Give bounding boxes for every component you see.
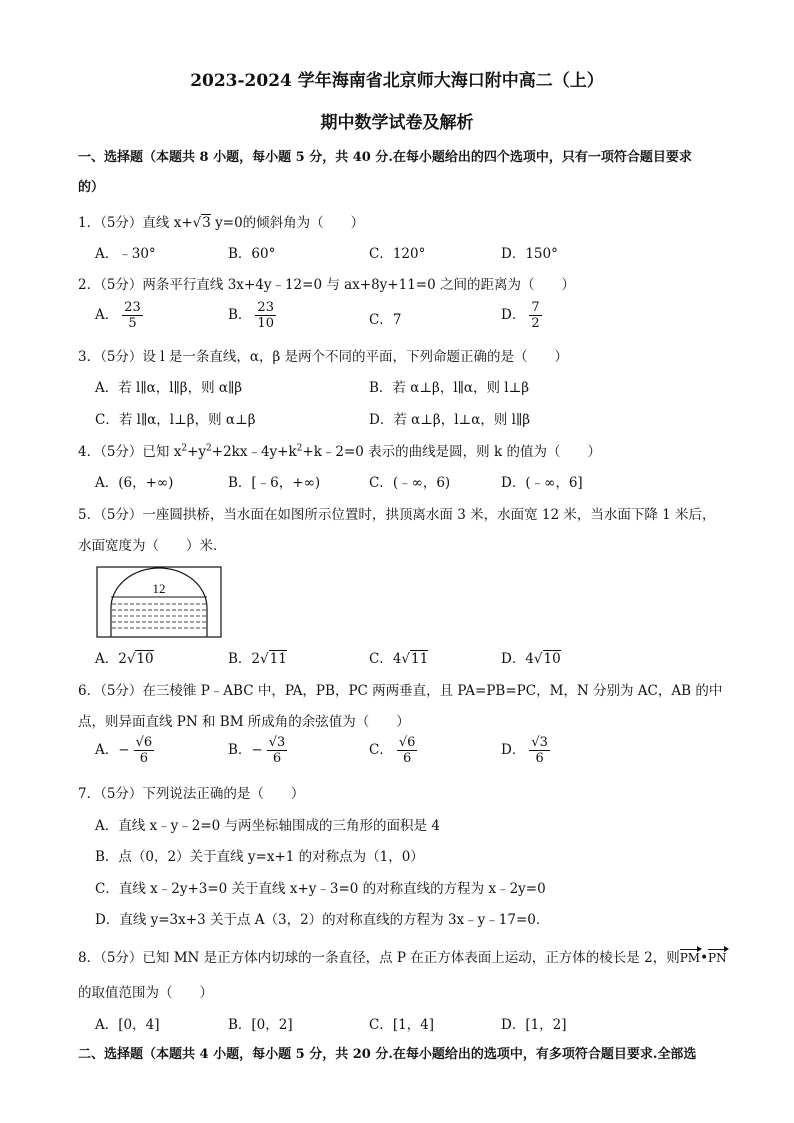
arch-bridge-figure: [96, 566, 222, 638]
question-1-options: [95, 242, 735, 270]
question-6-options: [95, 735, 735, 773]
q3-option-a: A．若 l∥α，l∥β，则 α∥β: [95, 380, 243, 396]
q6-option-a: [95, 735, 154, 766]
q6-option-b: [228, 735, 287, 766]
question-8-stem-line2: 的取值范围为（ ）: [78, 985, 213, 1001]
section1-line2: 的）: [78, 180, 105, 195]
q8-option-a: A．[0，4]: [95, 1017, 160, 1033]
question-8-options: [95, 1013, 735, 1041]
q2-frac-b: [255, 300, 276, 331]
frac-denominator: 6: [402, 751, 412, 766]
q2-option-d: [501, 300, 542, 331]
q5-radicand-a: 10: [136, 651, 154, 667]
q5-radicand-c: 11: [411, 651, 429, 667]
q6-label-a: A．: [95, 742, 119, 758]
q2-option-b: [228, 300, 276, 331]
question-3-options-row1: [95, 376, 735, 404]
q4-option-d: D．(﹣∞，6]: [501, 475, 583, 491]
question-5-options: [95, 647, 735, 675]
q4-option-c: C．(﹣∞，6): [369, 475, 451, 491]
q2-option-c: C．7: [369, 312, 402, 328]
q5-label-d: D．4: [501, 651, 534, 667]
frac-denominator: 2: [531, 316, 540, 331]
sqrt-symbol: √: [401, 651, 411, 667]
question-4-stem: [78, 440, 738, 460]
q8-option-b: B．[0，2]: [228, 1017, 293, 1033]
q6-sign-b: −: [251, 742, 263, 758]
question-7-stem: 7．（5分）下列说法正确的是（ ）: [78, 786, 305, 802]
figure-frame: [97, 567, 221, 637]
q4-sup2: 2: [206, 443, 212, 454]
question-3-options-row2: [95, 408, 735, 436]
frac-denominator: 10: [257, 316, 274, 331]
section1-header: [78, 143, 728, 203]
q7-option-d: D．直线 y=3x+3 关于点 A（3，2）的对称直线的方程为 3x﹣y﹣17=0．: [95, 912, 550, 928]
q4-option-a: A．(6，+∞): [95, 475, 174, 491]
frac-denominator: 6: [139, 751, 148, 766]
frac-numerator: 23: [124, 300, 141, 315]
q2-option-a: [95, 300, 143, 331]
question-5-stem-line1: 5．（5分）一座圆拱桥，当水面在如图所示位置时，拱顶离水面 3 米，水面宽 12 米，当水面下降 1 米后，: [78, 507, 716, 523]
q4-stem-b: +y: [187, 444, 207, 460]
q1-stem-a: 1．（5分）直线 x+: [78, 215, 193, 231]
q6-option-c: [369, 735, 417, 766]
q1-option-d: D．150°: [501, 246, 558, 262]
vector-pm: PM: [679, 951, 701, 965]
q4-sup1: 2: [181, 443, 188, 454]
q5-option-c: [369, 647, 428, 667]
q6-option-d: [501, 735, 550, 766]
q2-label-b: B．: [228, 307, 252, 323]
q6-label-c: C．: [369, 742, 393, 758]
sqrt-symbol: √: [533, 651, 543, 667]
question-6-stem-line1: 6．（5分）在三棱锥 P﹣ABC 中，PA，PB，PC 两两垂直，且 PA=PB=PC，M，N 分别为 AC，AB 的中: [78, 683, 723, 699]
section1-line1: 一、选择题（本题共 8 小题，每小题 5 分，共 40 分.在每小题给出的四个选项中，只有一项符合题目要求: [78, 150, 692, 165]
frac-denominator: 6: [535, 751, 544, 766]
frac-denominator: 5: [128, 316, 137, 331]
question-2-stem: 2．（5分）两条平行直线 3x+4y﹣12=0 与 ax+8y+11=0 之间的距离为（ ）: [78, 277, 575, 293]
q7-option-c: C．直线 x﹣2y+3=0 关于直线 x+y﹣3=0 的对称直线的方程为 x﹣2y=0: [95, 881, 546, 897]
q3-option-b: B．若 α⊥β，l∥α，则 l⊥β: [369, 380, 530, 396]
q6-frac-c: [397, 735, 418, 766]
sqrt-symbol: √: [260, 651, 269, 667]
water-hatching: [112, 604, 206, 628]
q5-label-b: B．2: [228, 651, 261, 667]
question-2-options: [95, 300, 735, 336]
frac-numerator: √3: [268, 735, 286, 750]
question-3-stem: 3．（5分）设 l 是一条直线，α，β 是两个不同的平面，下列命题正确的是（ ）: [78, 349, 569, 365]
frac-numerator: 7: [531, 300, 540, 315]
question-4-options: [95, 471, 735, 499]
sqrt-symbol: √: [126, 651, 136, 667]
q2-frac-d: [529, 300, 541, 331]
q4-stem-d: +k﹣2=0 表示的曲线是圆，则 k 的值为（ ）: [302, 444, 601, 460]
q8-dot: •: [700, 950, 709, 966]
frac-numerator: √6: [398, 735, 416, 750]
q4-stem-c: +2kx﹣4y+k: [211, 444, 297, 460]
q1-stem-b: y=0的倾斜角为（ ）: [210, 215, 365, 231]
q7-option-b: B．点（0，2）关于直线 y=x+1 的对称点为（1，0）: [95, 849, 424, 865]
q5-option-a: [95, 647, 154, 667]
q2-label-d: D．: [501, 307, 526, 323]
frac-numerator: √6: [135, 735, 153, 750]
frac-numerator: √3: [531, 735, 548, 750]
q5-radicand-d: 10: [543, 651, 561, 667]
q5-option-d: [501, 647, 561, 667]
q7-option-a: A．直线 x﹣y﹣2=0 与两坐标轴围成的三角形的面积是 4: [95, 818, 440, 834]
q5-option-b: [228, 647, 287, 667]
q6-label-b: B．: [228, 742, 252, 758]
question-6-stem-line2: 点，则异面直线 PN 和 BM 所成角的余弦值为（ ）: [78, 714, 410, 730]
q8-stem-a: 8．（5分）已知 MN 是正方体内切球的一条直径，点 P 在正方体表面上运动，正方体的棱长是 2，则: [78, 950, 680, 966]
q1-sqrt3: 3: [202, 215, 211, 231]
q3-option-d: D．若 α⊥β，l⊥α，则 l∥β: [369, 412, 531, 428]
q6-label-d: D．: [501, 742, 526, 758]
q1-option-b: B．60°: [228, 246, 276, 262]
q8-option-d: D．[1，2]: [501, 1017, 567, 1033]
document-title-line2: 期中数学试卷及解析: [320, 113, 474, 133]
question-8-stem-line1: [78, 946, 738, 966]
vector-pn: PN: [708, 951, 727, 965]
q1-option-c: C．120°: [369, 246, 426, 262]
q5-radicand-b: 11: [269, 651, 287, 667]
section2-header: 二、选择题（本题共 4 小题，每小题 5 分，共 20 分.在每小题给出的选项中，有多项符合题目要求.全部选: [78, 1047, 697, 1062]
frac-denominator: 6: [272, 751, 282, 766]
q5-label-a: A．2: [95, 651, 127, 667]
q1-option-a: A．﹣30°: [95, 246, 156, 262]
q6-frac-b: [267, 735, 288, 766]
q2-frac-a: [122, 300, 143, 331]
q8-option-c: C．[1，4]: [369, 1017, 435, 1033]
question-5-stem-line2: 水面宽度为（ ）米．: [78, 538, 227, 554]
sqrt-symbol: √: [192, 215, 202, 231]
q6-frac-a: [134, 735, 155, 766]
q4-stem-a: 4．（5分）已知 x: [78, 444, 182, 460]
q2-label-a: A．: [95, 307, 119, 323]
q5-label-c: C．4: [369, 651, 402, 667]
q6-sign-a: −: [118, 742, 130, 758]
q4-sup3: 2: [296, 443, 303, 454]
q6-frac-d: [529, 735, 550, 766]
frac-numerator: 23: [257, 300, 274, 315]
q3-option-c: C．若 l∥α，l⊥β，则 α⊥β: [95, 412, 256, 428]
figure-width-label: 12: [152, 581, 166, 596]
q4-option-b: B．[﹣6，+∞): [228, 475, 321, 491]
document-title-line1: 2023-2024 学年海南省北京师大海口附中高二（上）: [190, 71, 604, 91]
arch-curve: [111, 568, 207, 637]
question-1-stem: [78, 211, 738, 231]
